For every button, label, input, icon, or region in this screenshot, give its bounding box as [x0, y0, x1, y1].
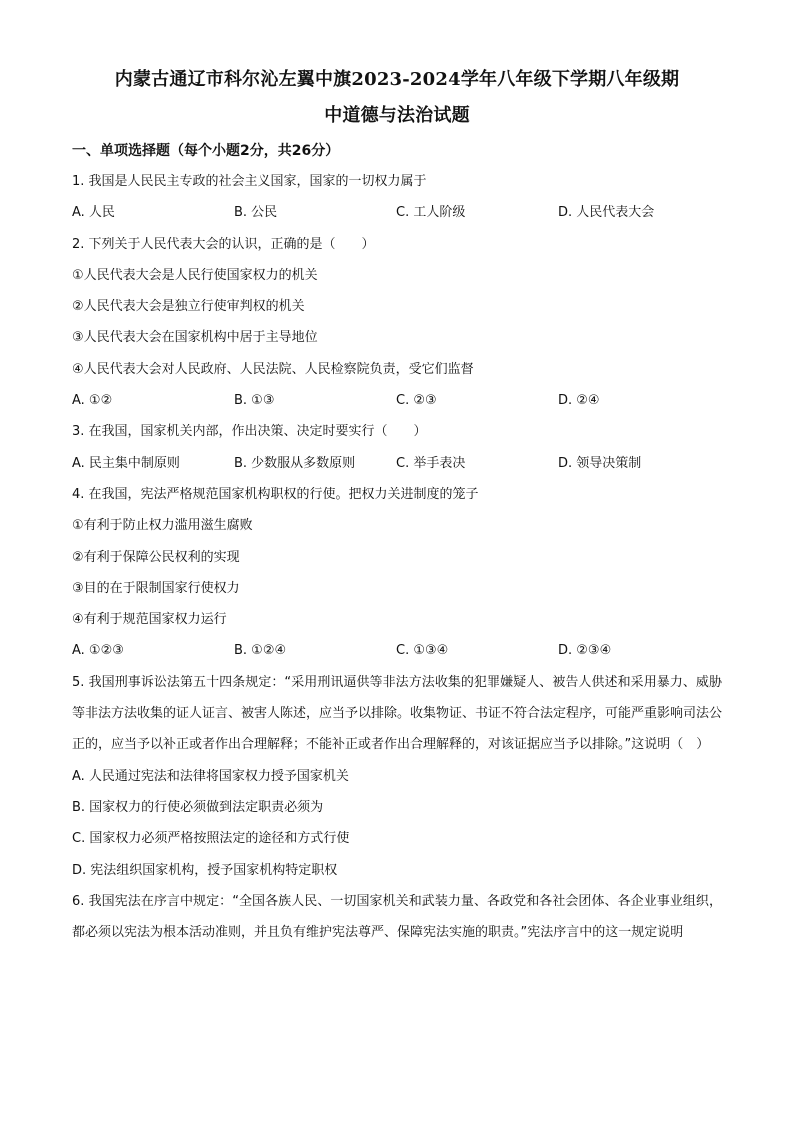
statement-2: ②有利于保障公民权利的实现: [72, 549, 240, 565]
option-d: D. 领导决策制: [558, 455, 642, 471]
exam-title: [62, 62, 732, 134]
question-stem: 1. 我国是人民民主专政的社会主义国家，国家的一切权力属于: [72, 174, 427, 189]
option-b: B. 国家权力的行使必须做到法定职责必须为: [72, 799, 324, 815]
option-d: D. 人民代表大会: [558, 205, 655, 221]
statement-3: ③目的在于限制国家行使权力: [72, 580, 240, 596]
section-heading: 一、单项选择题（每个小题2分，共26分）: [72, 143, 340, 159]
statement-4: ④人民代表大会对人民政府、人民法院、人民检察院负责，受它们监督: [72, 361, 474, 377]
statement-1: ①人民代表大会是人民行使国家权力的机关: [72, 267, 318, 283]
option-d: D. 宪法组织国家机构，授予国家机构特定职权: [72, 862, 338, 878]
question-stem: 5. 我国刑事诉讼法第五十四条规定：“采用刑讯逼供等非法方法收集的犯罪嫌疑人、被告人供述和采用暴力、威胁等非法方法收集的证人证言、被害人陈述，应当予以排除。收集物证、书证不符合法定程序，可能严重影响司法公正的，应当予以补正或者作出合理解释；不能补正或者作出合理解释的，对该证据应当予以排除。”这说明（ ）: [72, 674, 723, 753]
option-c: C. 国家权力必须严格按照法定的途径和方式行使: [72, 831, 350, 847]
question-stem: 2. 下列关于人民代表大会的认识，正确的是（ ）: [72, 236, 375, 252]
statement-2: ②人民代表大会是独立行使审判权的机关: [72, 299, 305, 315]
option-d: D. ②③④: [558, 643, 612, 659]
option-c: C. ②③: [396, 393, 437, 409]
question-4: [72, 479, 722, 667]
statement-4: ④有利于规范国家权力运行: [72, 612, 227, 628]
question-6: [72, 886, 722, 949]
option-b: B. 少数服从多数原则: [234, 455, 356, 471]
option-a: A. 人民通过宪法和法律将国家权力授予国家机关: [72, 768, 349, 784]
option-c: C. ①③④: [396, 643, 449, 659]
question-1: [72, 166, 722, 229]
exam-title-line-2: 中道德与法治试题: [324, 105, 470, 126]
statement-1: ①有利于防止权力滥用滋生腐败: [72, 518, 253, 534]
options-row: [72, 448, 722, 479]
question-5: [72, 667, 722, 886]
option-c: C. 工人阶级: [396, 205, 466, 221]
question-stem: 4. 在我国，宪法严格规范国家机构职权的行使。把权力关进制度的笼子: [72, 486, 479, 502]
option-a: A. 民主集中制原则: [72, 455, 180, 471]
question-stem: 3. 在我国，国家机关内部，作出决策、决定时要实行（ ）: [72, 424, 427, 440]
option-a: A. 人民: [72, 205, 115, 221]
options-row: [72, 197, 722, 228]
option-b: B. ①③: [234, 393, 275, 409]
question-3: [72, 416, 722, 479]
question-stem: 6. 我国宪法在序言中规定：“全国各族人民、一切国家机关和武装力量、各政党和各社会团体、各企业事业组织，都必须以宪法为根本活动准则，并且负有维护宪法尊严、保障宪法实施的职责。”宪法序言中的这一规定说明: [72, 893, 722, 941]
option-d: D. ②④: [558, 393, 600, 409]
option-b: B. 公民: [234, 205, 278, 221]
option-a: A. ①②: [72, 393, 113, 409]
options-row: [72, 385, 722, 416]
option-b: B. ①②④: [234, 643, 287, 659]
options-row: [72, 635, 722, 666]
option-c: C. 举手表决: [396, 455, 466, 471]
statement-3: ③人民代表大会在国家机构中居于主导地位: [72, 330, 318, 346]
exam-title-line-1: 内蒙古通辽市科尔沁左翼中旗2023-2024学年八年级下学期八年级期: [114, 69, 680, 90]
option-a: A. ①②③: [72, 643, 124, 659]
question-2: [72, 229, 722, 417]
